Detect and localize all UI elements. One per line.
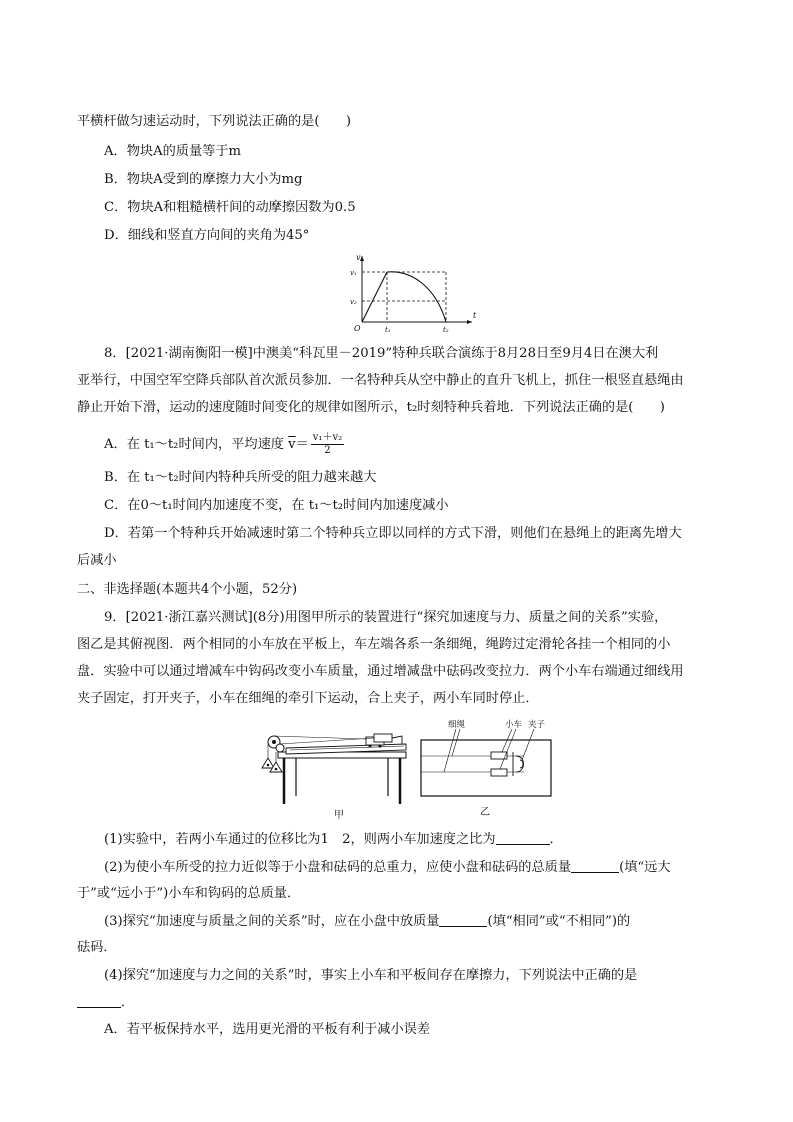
q9-part-3-line-2: 砝码．: [77, 940, 117, 955]
q9-part-2-hint: (填“远大: [619, 860, 671, 875]
t1-label: t₁: [385, 326, 391, 334]
label-clip: 夹子: [528, 720, 546, 730]
q9-part-4-end: ．: [121, 995, 135, 1010]
q7-option-b: B．物块A受到的摩擦力大小为mg: [104, 172, 303, 187]
figure-label-yi: 乙: [480, 807, 490, 818]
q9-part-2-line-1: [104, 858, 671, 878]
q8-line-2: 亚举行，中国空军空降兵部队首次派员参加．一名特种兵从空中静止的直升飞机上，抓住一根竖直悬绳由: [77, 373, 684, 388]
q7-option-d: D．细线和竖直方向间的夹角为45°: [104, 228, 310, 243]
fraction-numerator: v₁＋v₂: [312, 432, 343, 443]
q9-line-1: 9．[2021·浙江嘉兴测试](8分)用图甲所示的装置进行“探究加速度与力、质量之间的关系”实验，: [104, 610, 668, 625]
q9-part-1-end: ．: [549, 832, 563, 847]
q8-line-3: 静止开始下滑，运动的速度随时间变化的规律如图所示，t₂时刻特种兵着地．下列说法正确的是( ): [77, 400, 665, 415]
q9-part-2-text: (2)为使小车所受的拉力近似等于小盘和砝码的总重力，应使小盘和砝码的总质量: [104, 860, 572, 875]
v2-label: v₂: [350, 298, 357, 306]
label-cart: 小车: [505, 720, 523, 730]
q7-option-c: C．物块A和粗糙横杆间的动摩擦因数为0.5: [104, 200, 356, 215]
q7-option-a: A．物块A的质量等于m: [104, 144, 242, 159]
q9-line-3: 盘．实验中可以通过增减车中钩码改变小车质量，通过增减盘中砝码改变拉力．两个小车右端通过细线用: [77, 664, 684, 679]
answer-blank-2[interactable]: [571, 858, 619, 873]
q8-option-b: B．在 t₁～t₂时间内特种兵所受的阻力越来越大: [104, 470, 377, 485]
label-rope: 细绳: [448, 720, 466, 730]
fraction-denominator: 2: [324, 445, 331, 456]
q7-stem-tail: 平横杆做匀速运动时，下列说法正确的是( ): [77, 114, 352, 129]
q9-part-1-text: (1)实验中，若两小车通过的位移比为1 2，则两小车加速度之比为: [104, 832, 496, 847]
figure-label-jia: 甲: [334, 810, 344, 821]
q8-option-c: C．在0～t₁时间内加速度不变，在 t₁～t₂时间内加速度减小: [104, 498, 449, 513]
equals-sign: ＝: [295, 437, 309, 452]
section-heading: 二、非选择题(本题共4个小题，52分): [77, 582, 298, 597]
q8-option-a-text: A．在 t₁～t₂时间内，平均速度: [104, 437, 284, 452]
apparatus-figure-jia: [256, 724, 416, 822]
q9-part-1: [104, 830, 563, 850]
velocity-fraction: [311, 432, 344, 457]
v-axis-label: v: [356, 253, 361, 262]
q8-line-1: 8．[2021·湖南衡阳一模]中澳美“科瓦里－2019”特种兵联合演练于8月28日至9月4日在澳大利: [104, 346, 659, 361]
q9-line-4: 夹子固定，打开夹子，小车在细绳的牵引下运动，合上夹子，两小车同时停止．: [77, 691, 539, 706]
q9-part-3-line-1: [104, 912, 630, 932]
average-velocity-symbol: $\overline{v}$: [288, 437, 296, 452]
q9-part-4-line-2: [77, 993, 134, 1013]
q9-part-2-line-2: 于”或“远小于”)小车和钩码的总质量．: [77, 886, 301, 901]
answer-blank-1[interactable]: [496, 830, 550, 845]
t2-label: t₂: [443, 326, 449, 334]
answer-blank-3[interactable]: [439, 912, 487, 927]
q9-line-2: 图乙是其俯视图．两个相同的小车放在平板上，车左端各系一条细绳，绳跨过定滑轮各挂一个相同的小: [77, 637, 671, 652]
vt-graph: [330, 250, 480, 335]
q9-option-a: A．若平板保持水平，选用更光滑的平板有利于减小误差: [104, 1022, 431, 1037]
q8-option-d-line-2: 后减小: [77, 553, 117, 568]
v1-label: v₁: [350, 269, 357, 277]
top-view-figure-yi: [416, 716, 558, 820]
origin-label: O: [354, 324, 361, 333]
q9-part-4-line-1: (4)探究“加速度与力之间的关系”时，事实上小车和平板间存在摩擦力，下列说法中正确的是: [104, 968, 638, 983]
answer-blank-4[interactable]: [77, 993, 121, 1008]
q9-part-3-hint: (填“相同”或“不相同”)的: [487, 914, 631, 929]
q8-option-a: [104, 432, 344, 457]
q9-part-3-text: (3)探究“加速度与质量之间的关系”时，应在小盘中放质量: [104, 914, 440, 929]
q8-option-d-line-1: D．若第一个特种兵开始减速时第二个特种兵立即以同样的方式下滑，则他们在悬绳上的距离先增大: [104, 526, 682, 541]
t-axis-label: t: [473, 311, 477, 320]
